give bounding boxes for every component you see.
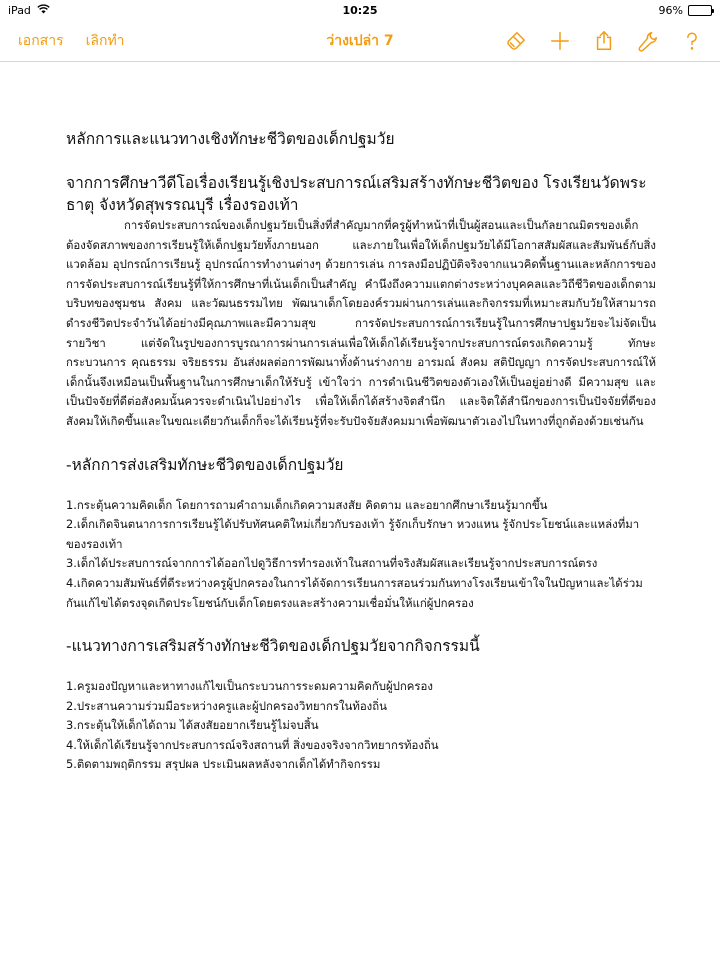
guidelines-list <box>66 677 656 775</box>
status-time: 10:25 <box>342 3 378 17</box>
documents-button[interactable]: เอกสาร <box>18 30 64 52</box>
document-title[interactable]: ว่างเปล่า 7 <box>326 32 394 49</box>
status-right <box>659 4 712 17</box>
toolbar-right <box>504 20 704 62</box>
carrier-label: iPad <box>8 3 31 17</box>
undo-button[interactable]: เลิกทำ <box>86 30 125 52</box>
section-title-guidelines[interactable]: -แนวทางการเสริมสร้างทักษะชีวิตของเด็กปฐมวัยจากกิจกรรมนี้ <box>66 637 480 656</box>
toolbar-left <box>18 20 125 62</box>
list-item[interactable]: 1.กระตุ้นความคิดเด็ก โดยการถามคำถามเด็กเกิดความสงสัย คิดตาม และอยากศึกษาเรียนรู้มากขึ้น <box>66 497 548 512</box>
status-left <box>8 4 50 17</box>
principles-list <box>66 496 656 614</box>
section-title-principles[interactable]: -หลักการส่งเสริมทักษะชีวิตของเด็กปฐมวัย <box>66 455 344 474</box>
document-heading[interactable]: หลักการและแนวทางเชิงทักษะชีวิตของเด็กปฐมวัย <box>66 130 395 148</box>
app-toolbar <box>0 20 720 62</box>
format-brush-icon[interactable] <box>504 29 528 53</box>
document-page[interactable] <box>66 128 656 775</box>
list-item[interactable]: 4.เกิดความสัมพันธ์ที่ดีระหว่างครูผู้ปกครองในการได้จัดการเรียนการสอนร่วมกันทางโรงเรียนเข้าใจในปัญหาและได้ร่วมกันแก้ไขได้ตรงจุดเกิดประโยชน์กับเด็กโดยตรงและสร้างความเชื่อมั่นให้แก่ผู้ปกครอง <box>66 575 643 610</box>
battery-label: 96% <box>658 3 683 17</box>
battery-icon <box>688 5 712 16</box>
list-item[interactable]: 1.ครูมองปัญหาและหาทางแก้ไขเป็นกระบวนการระดมความคิดกับผู้ปกครอง <box>66 679 433 694</box>
tools-wrench-icon[interactable] <box>636 29 660 53</box>
add-icon[interactable] <box>548 29 572 53</box>
wifi-icon <box>37 4 50 17</box>
status-bar <box>0 0 720 20</box>
share-icon[interactable] <box>592 29 616 53</box>
list-item[interactable]: 3.เด็กได้ประสบการณ์จากการได้ออกไปดูวิธีการทำรองเท้าในสถานที่จริงสัมผัสและเรียนรู้จากประสบการณ์ตรง <box>66 556 598 571</box>
list-item[interactable]: 4.ให้เด็กได้เรียนรู้จากประสบการณ์จริงสถานที่ สิ่งของจริงจากวิทยากรท้องถิ่น <box>66 737 439 752</box>
list-item[interactable]: 2.ประสานความร่วมมือระหว่างครูและผู้ปกครองวิทยากรในท้องถิ่น <box>66 698 387 713</box>
list-item[interactable]: 5.ติดตามพฤติกรรม สรุปผล ประเมินผลหลังจากเด็กได้ทำกิจกรรม <box>66 757 381 772</box>
document-paragraph[interactable]: การจัดประสบการณ์ของเด็กปฐมวัยเป็นสิ่งที่สำคัญมากที่ครูผู้ทำหน้าที่เป็นผู้สอนและเป็นกัลยาณมิตรของเด็กต้องจัดสภาพของการเรียนรู้ให้เด็กปฐมวัยทั้งภายนอก และภายในเพื่อให้เด็กปฐมวัยได้มีโอกาสสัมผัสและสัมพันธ์กับสิ่งแวดล้อม อุปกรณ์การเรียนรู้ อุปกรณ์การทำงานต่างๆ ด้วยการเล่น การลงมือปฏิบัติจริงจากแนวคิดพื้นฐานและหลักการของการจัดประสบการณ์เรียนรู้ที่ให้การศึกษาที่เน้นเด็กเป็นสำคัญ คำนึงถึงความแตกต่างระหว่างบุคคลและวิถีชีวิตของเด็กตามบริบทของชุมชน สังคม และวัฒนธรรมไทย พัฒนาเด็กโดยองค์รวมผ่านการเล่นและกิจกรรมที่เหมาะสมกับวัยให้สามารถดำรงชีวิตประจำวันได้อย่างมีคุณภาพและมีความสุข การจัดประสบการณ์การเรียนรู้ในการศึกษาปฐมวัยจะไม่จัดเป็นรายวิชา แต่จัดในรูปของการบูรณาการผ่านการเล่นเพื่อให้เด็กได้เรียนรู้จากประสบการณ์ตรงเกิดความรู้ ทักษะ กระบวนการ คุณธรรม จริยธรรม อันส่งผลต่อการพัฒนาทั้งด้านร่างกาย อารมณ์ สังคม สติปัญญา การจัดประสบการณ์ให้เด็กนั้นจึงเหมือนเป็นพื้นฐานในการศึกษาเด็กให้รับรู้ เข้าใจว่า การดำเนินชีวิตของตัวเองให้เป็นอยู่อย่างดี มีความสุข และเป็นปัจจัยที่ดีต่อสังคมนั้นควรจะดำเนินไปอย่างไร เพื่อให้เด็กได้สร้างจิตสำนึก และจิตใต้สำนึกของการเป็นปัจจัยที่ดีของสังคมให้เกิดขึ้นและในขณะเดียวกันเด็กก็จะได้เรียนรู้ที่จะรับปัจจัยสังคมมาเพื่อพัฒนาตัวเองไปในทางที่ถูกต้องด้วยเช่นกัน <box>66 218 656 428</box>
list-item[interactable]: 3.กระตุ้นให้เด็กได้ถาม ได้สงสัยอยากเรียนรู้ไม่จบสิ้น <box>66 718 319 733</box>
list-item[interactable]: 2.เด็กเกิดจินตนาการการเรียนรู้ได้ปรับทัศนคติใหม่เกี่ยวกับรองเท้า รู้จักเก็บรักษา หวงแหน รู้จักประโยชน์และแหล่งที่มาของรองเท้า <box>66 517 640 551</box>
help-icon[interactable] <box>680 29 704 53</box>
document-subheading[interactable]: จากการศึกษาวีดีโอเรื่องเรียนรู้เชิงประสบการณ์เสริมสร้างทักษะชีวิตของ โรงเรียนวัดพระธาตุ จังหวัดสุพรรณบุรี เรื่องรองเท้า <box>66 174 647 214</box>
